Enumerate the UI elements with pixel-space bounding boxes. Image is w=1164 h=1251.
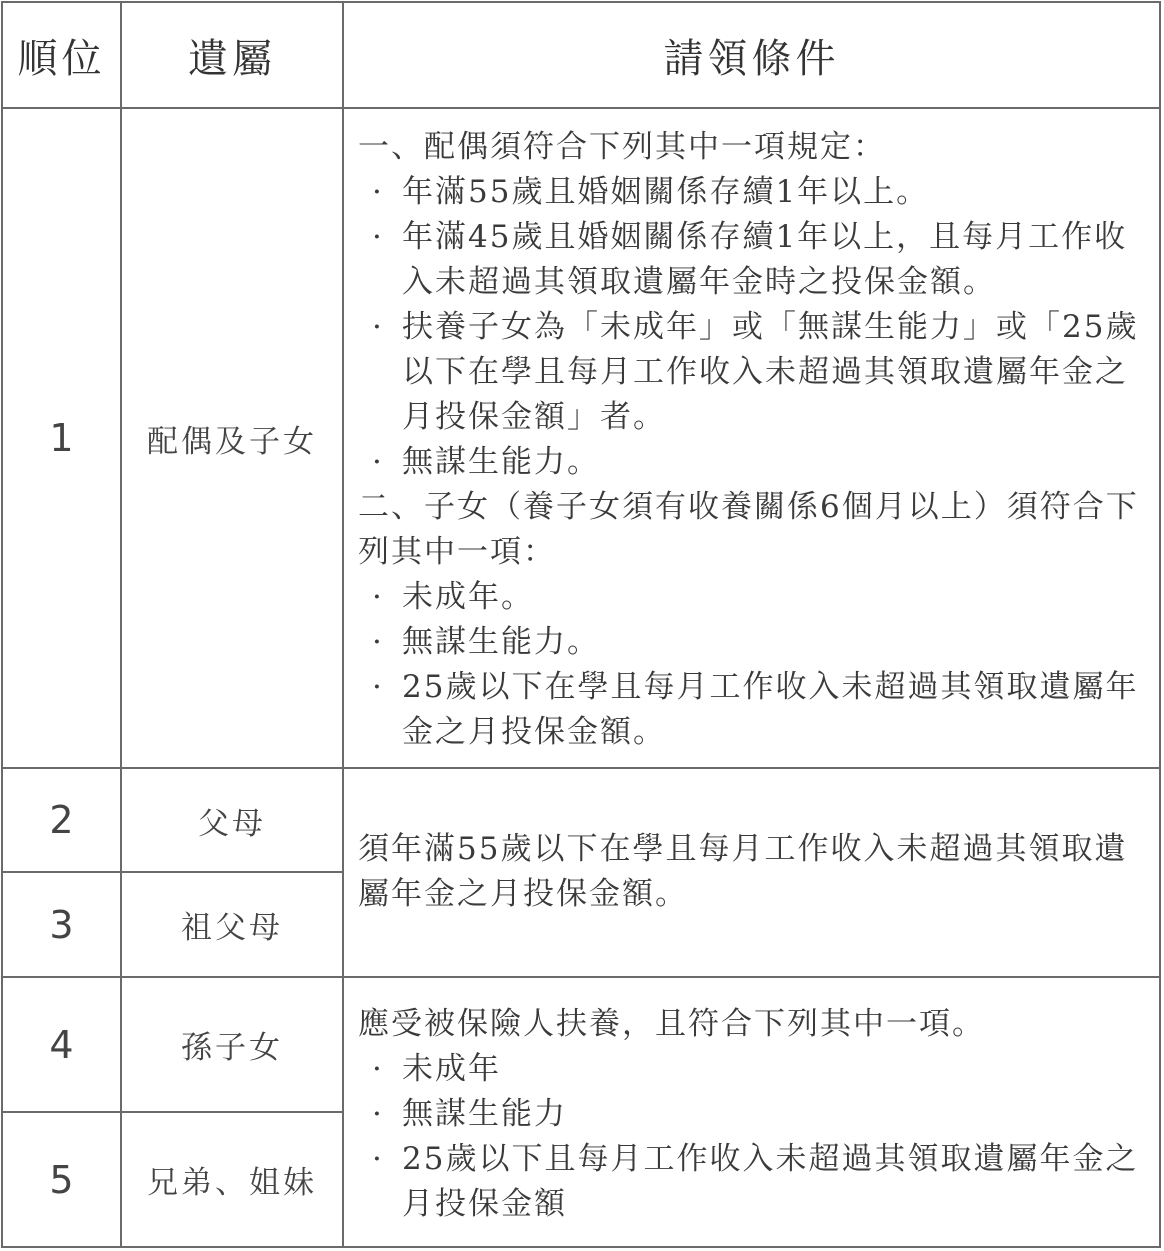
list-item — [358, 620, 1158, 665]
list-item-text: 月投保金額」者。 — [402, 399, 666, 435]
divider — [342, 3, 344, 1246]
list-item-text: 扶養子女為「未成年」或「無謀生能力」或「25歲 — [402, 309, 1139, 345]
bullet: · — [372, 309, 384, 345]
header-survivor: 遺屬 — [188, 35, 276, 82]
rank-cell: 4 — [49, 1022, 74, 1067]
condition-section-title: 應受被保險人扶養，且符合下列其中一項。 — [358, 1006, 985, 1042]
rank-cell: 5 — [49, 1157, 74, 1202]
bullet: · — [372, 219, 384, 255]
list-item — [358, 1047, 1158, 1092]
list-item — [358, 305, 1158, 440]
list-item — [358, 440, 1158, 485]
condition-cell-grandchildren-siblings — [358, 1002, 1158, 1227]
survivor-cell: 父母 — [198, 805, 266, 842]
survivor-cell: 配偶及子女 — [147, 423, 317, 460]
bullet: · — [372, 624, 384, 660]
bullet: · — [372, 1141, 384, 1177]
header-rank: 順位 — [17, 35, 106, 82]
list-item-text: 25歲以下在學且每月工作收入未超過其領取遺屬年 — [402, 669, 1139, 705]
condition-section-title: 列其中一項： — [358, 534, 556, 570]
list-item-text: 無謀生能力。 — [402, 444, 600, 480]
survivor-cell: 祖父母 — [181, 910, 283, 946]
bullet: · — [372, 1051, 384, 1087]
list-item-text: 年滿55歲且婚姻關係存續1年以上。 — [402, 174, 930, 210]
condition-section-title: 一、配偶須符合下列其中一項規定： — [358, 129, 886, 165]
list-item — [358, 665, 1158, 755]
list-item-text: 無謀生能力 — [402, 1096, 567, 1132]
condition-text: 須年滿55歲以下在學且每月工作收入未超過其領取遺 — [358, 831, 1128, 867]
list-item-text: 年滿45歲且婚姻關係存續1年以上，且每月工作收 — [402, 219, 1128, 255]
rank-cell: 2 — [49, 798, 74, 842]
list-item-text: 金之月投保金額。 — [402, 714, 666, 750]
list-item — [358, 170, 1158, 215]
bullet: · — [372, 1096, 384, 1132]
bullet: · — [372, 174, 384, 210]
list-item — [358, 1092, 1158, 1137]
condition-section-title: 二、子女（養子女須有收養關係6個月以上）須符合下 — [358, 489, 1139, 525]
condition-cell-parents-grandparents — [358, 827, 1158, 917]
list-item-text: 月投保金額 — [402, 1186, 567, 1222]
list-item — [358, 215, 1158, 305]
bullet: · — [372, 579, 384, 615]
condition-cell-spouse-children — [358, 125, 1158, 755]
bullet: · — [372, 444, 384, 480]
list-item-text: 未成年 — [402, 1051, 501, 1087]
bullet: · — [372, 669, 384, 705]
list-item-text: 無謀生能力。 — [402, 624, 600, 660]
rank-cell: 3 — [49, 902, 74, 947]
list-item-text: 以下在學且每月工作收入未超過其領取遺屬年金之 — [402, 354, 1128, 390]
list-item-text: 未成年。 — [402, 579, 534, 615]
survivor-cell: 兄弟、姐妹 — [147, 1165, 317, 1201]
survivor-cell: 孫子女 — [181, 1030, 283, 1066]
list-item — [358, 1137, 1158, 1227]
condition-text: 屬年金之月投保金額。 — [358, 876, 688, 912]
list-item-text: 25歲以下且每月工作收入未超過其領取遺屬年金之 — [402, 1141, 1139, 1177]
list-item-text: 入未超過其領取遺屬年金時之投保金額。 — [402, 264, 996, 300]
list-item — [358, 575, 1158, 620]
rank-cell: 1 — [49, 416, 74, 460]
survivor-benefit-table — [1, 1, 1161, 1248]
header-condition: 請領條件 — [663, 35, 840, 82]
